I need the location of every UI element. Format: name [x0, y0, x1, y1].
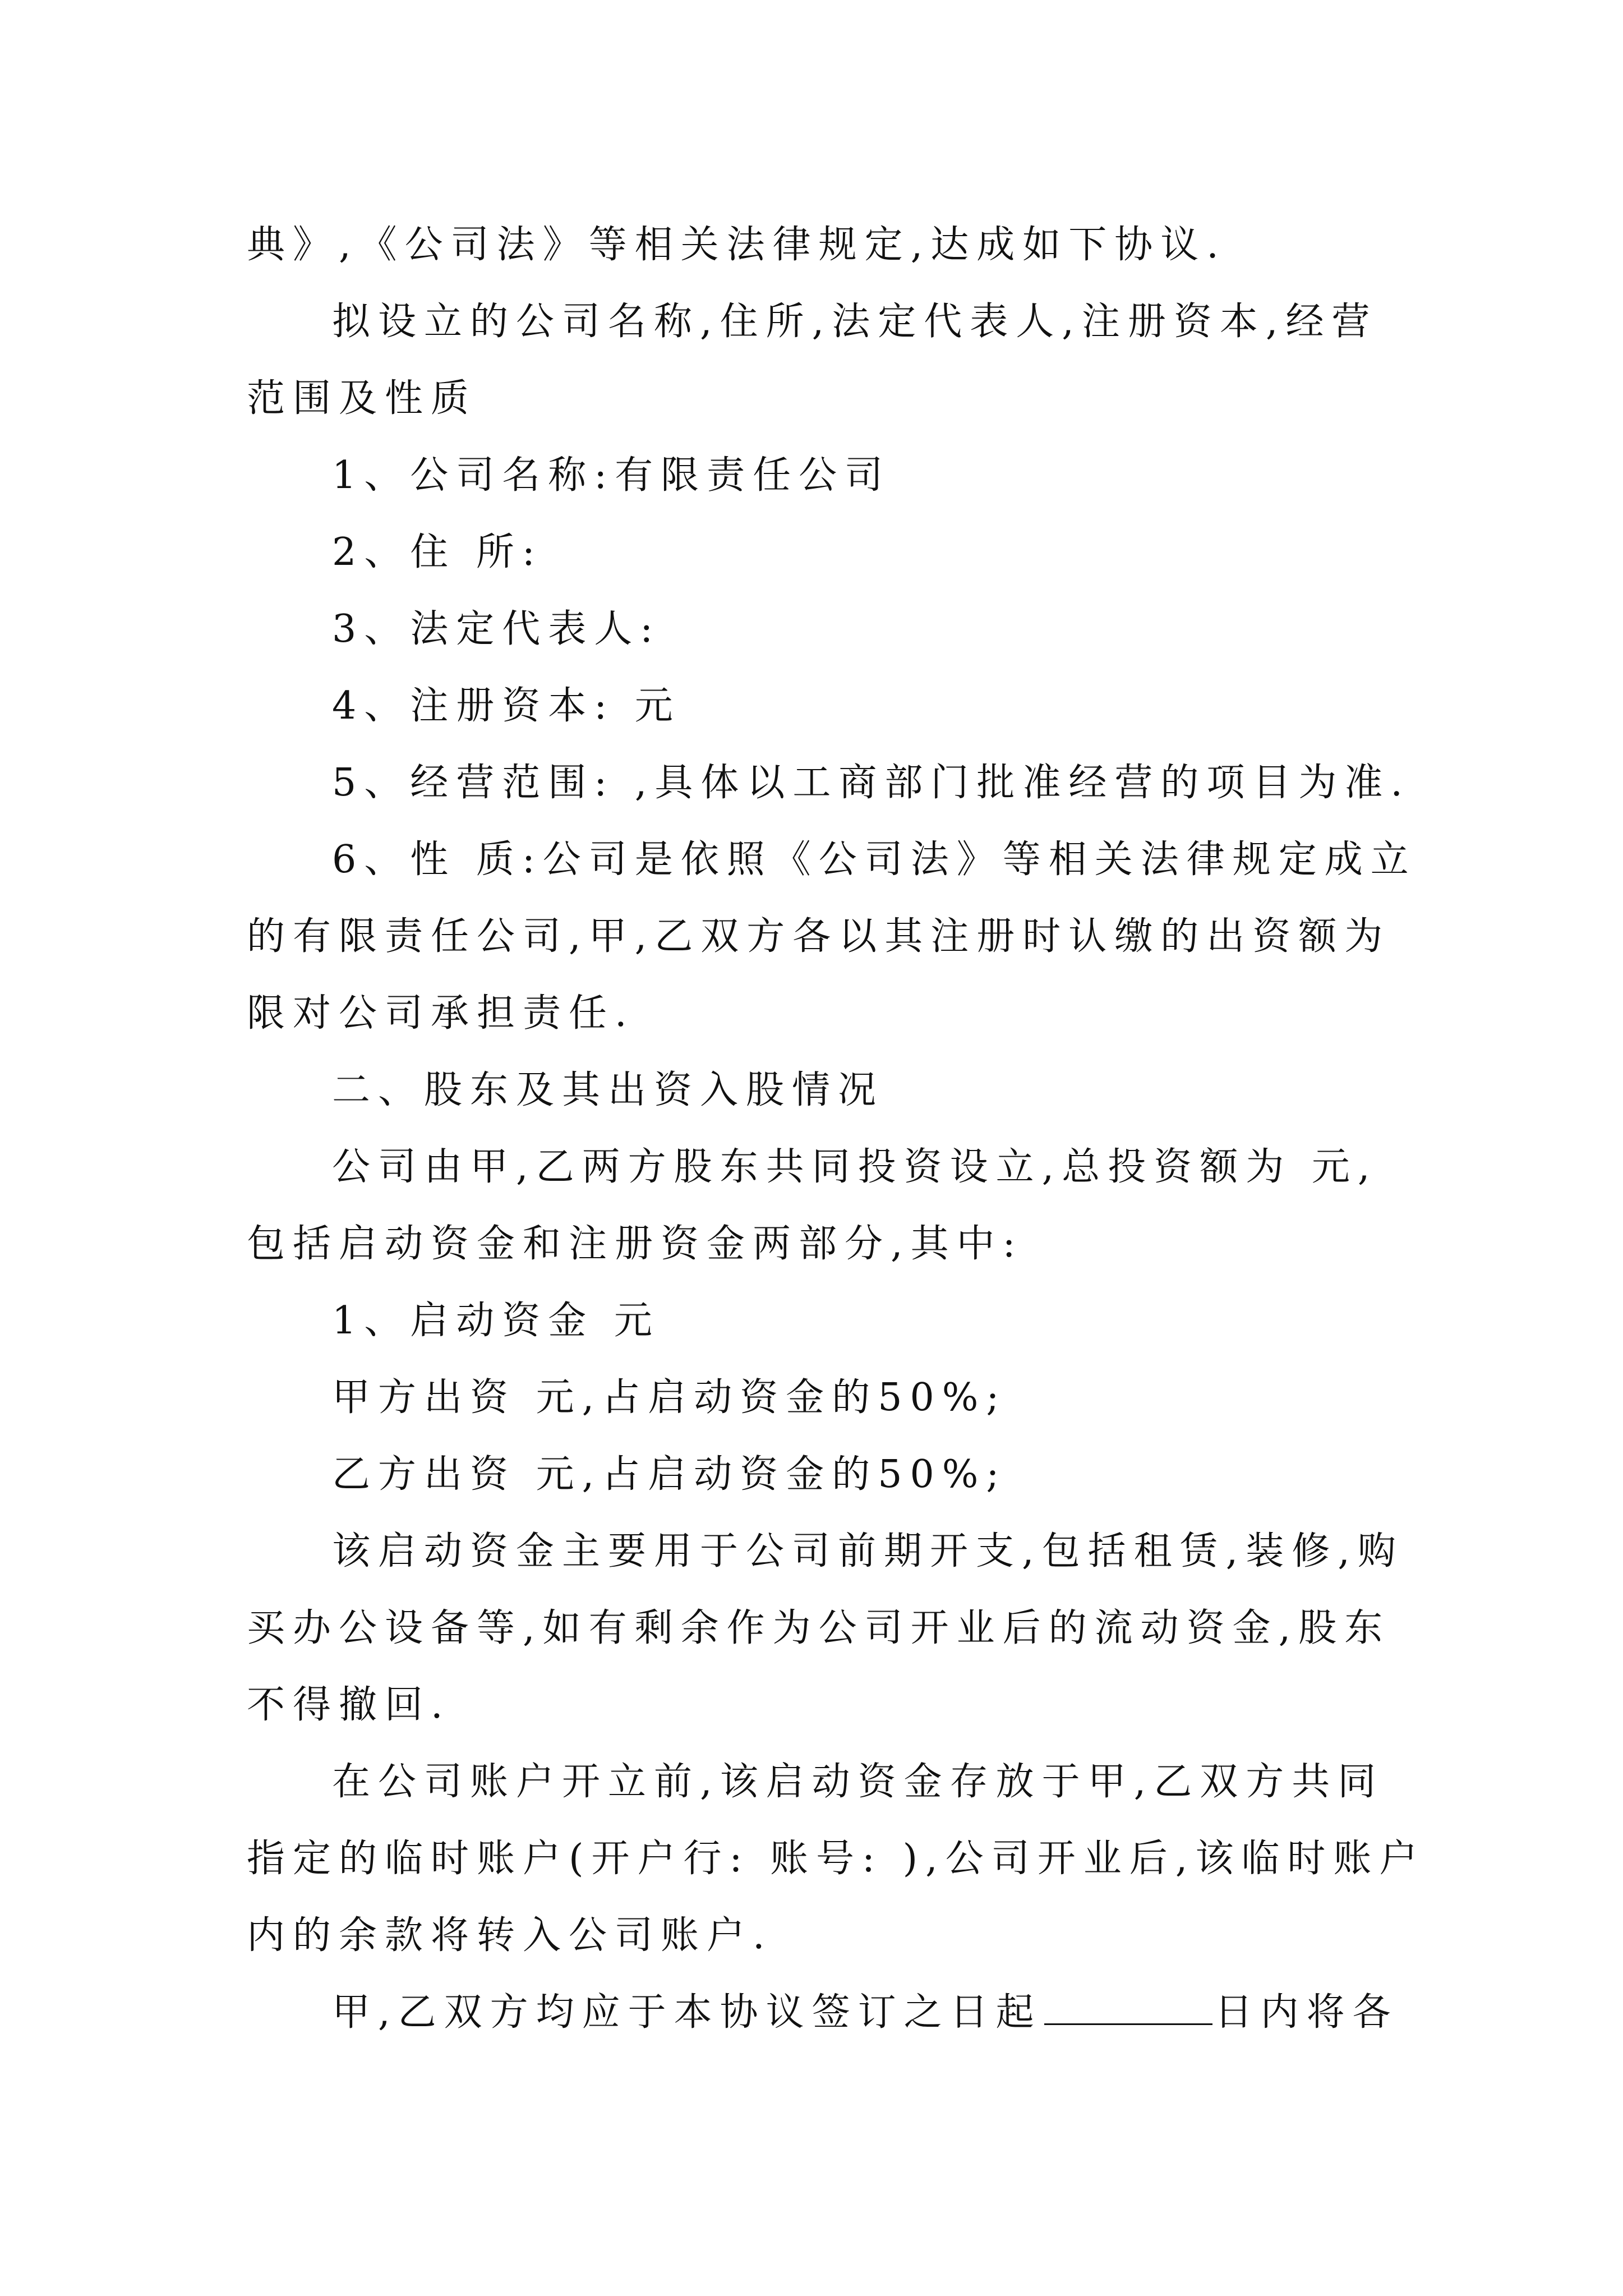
last-line-after: 日内将各	[1214, 1990, 1399, 2035]
line-5: 2、住 所:	[332, 530, 543, 574]
line-23: 内的余款将转入公司账户.	[247, 1913, 773, 1958]
last-line-before: 甲,乙双方均应于本协议签订之日起	[332, 1990, 1042, 2035]
line-24	[247, 1974, 1399, 2051]
line-3: 范围及性质	[247, 376, 477, 421]
line-19: 买办公设备等,如有剩余作为公司开业后的流动资金,股东	[247, 1606, 1391, 1650]
section-heading: 二、股东及其出资入股情况	[332, 1068, 884, 1112]
line-18: 该启动资金主要用于公司前期开支,包括租赁,装修,购	[332, 1529, 1404, 1573]
line-22: 指定的临时账户(开户行: 账号: ),公司开业后,该临时账户	[247, 1837, 1426, 1881]
line-8: 5、经营范围: ,具体以工商部门批准经营的项目为准.	[332, 761, 1411, 805]
line-21: 在公司账户开立前,该启动资金存放于甲,乙双方共同	[332, 1760, 1384, 1804]
line-16: 甲方出资 元,占启动资金的50%;	[332, 1375, 1007, 1420]
line-6: 3、法定代表人:	[332, 607, 661, 651]
line-7: 4、注册资本: 元	[332, 684, 681, 728]
line-13: 公司由甲,乙两方股东共同投资设立,总投资额为 元,	[332, 1145, 1378, 1189]
line-17: 乙方出资 元,占启动资金的50%;	[332, 1452, 1007, 1497]
line-1: 典》,《公司法》等相关法律规定,达成如下协议.	[247, 223, 1227, 267]
line-11: 限对公司承担责任.	[247, 991, 635, 1036]
line-2: 拟设立的公司名称,住所,法定代表人,注册资本,经营	[332, 300, 1378, 344]
line-14: 包括启动资金和注册资金两部分,其中:	[247, 1222, 1023, 1266]
fill-in-blank	[1044, 2019, 1212, 2025]
line-9: 6、性 质:公司是依照《公司法》等相关法律规定成立	[332, 838, 1417, 882]
line-4: 1、公司名称:有限责任公司	[332, 453, 891, 498]
line-10: 的有限责任公司,甲,乙双方各以其注册时认缴的出资额为	[247, 914, 1391, 959]
line-15: 1、启动资金 元	[332, 1299, 660, 1343]
line-20: 不得撤回.	[247, 1683, 451, 1727]
document-body	[247, 206, 1426, 2051]
